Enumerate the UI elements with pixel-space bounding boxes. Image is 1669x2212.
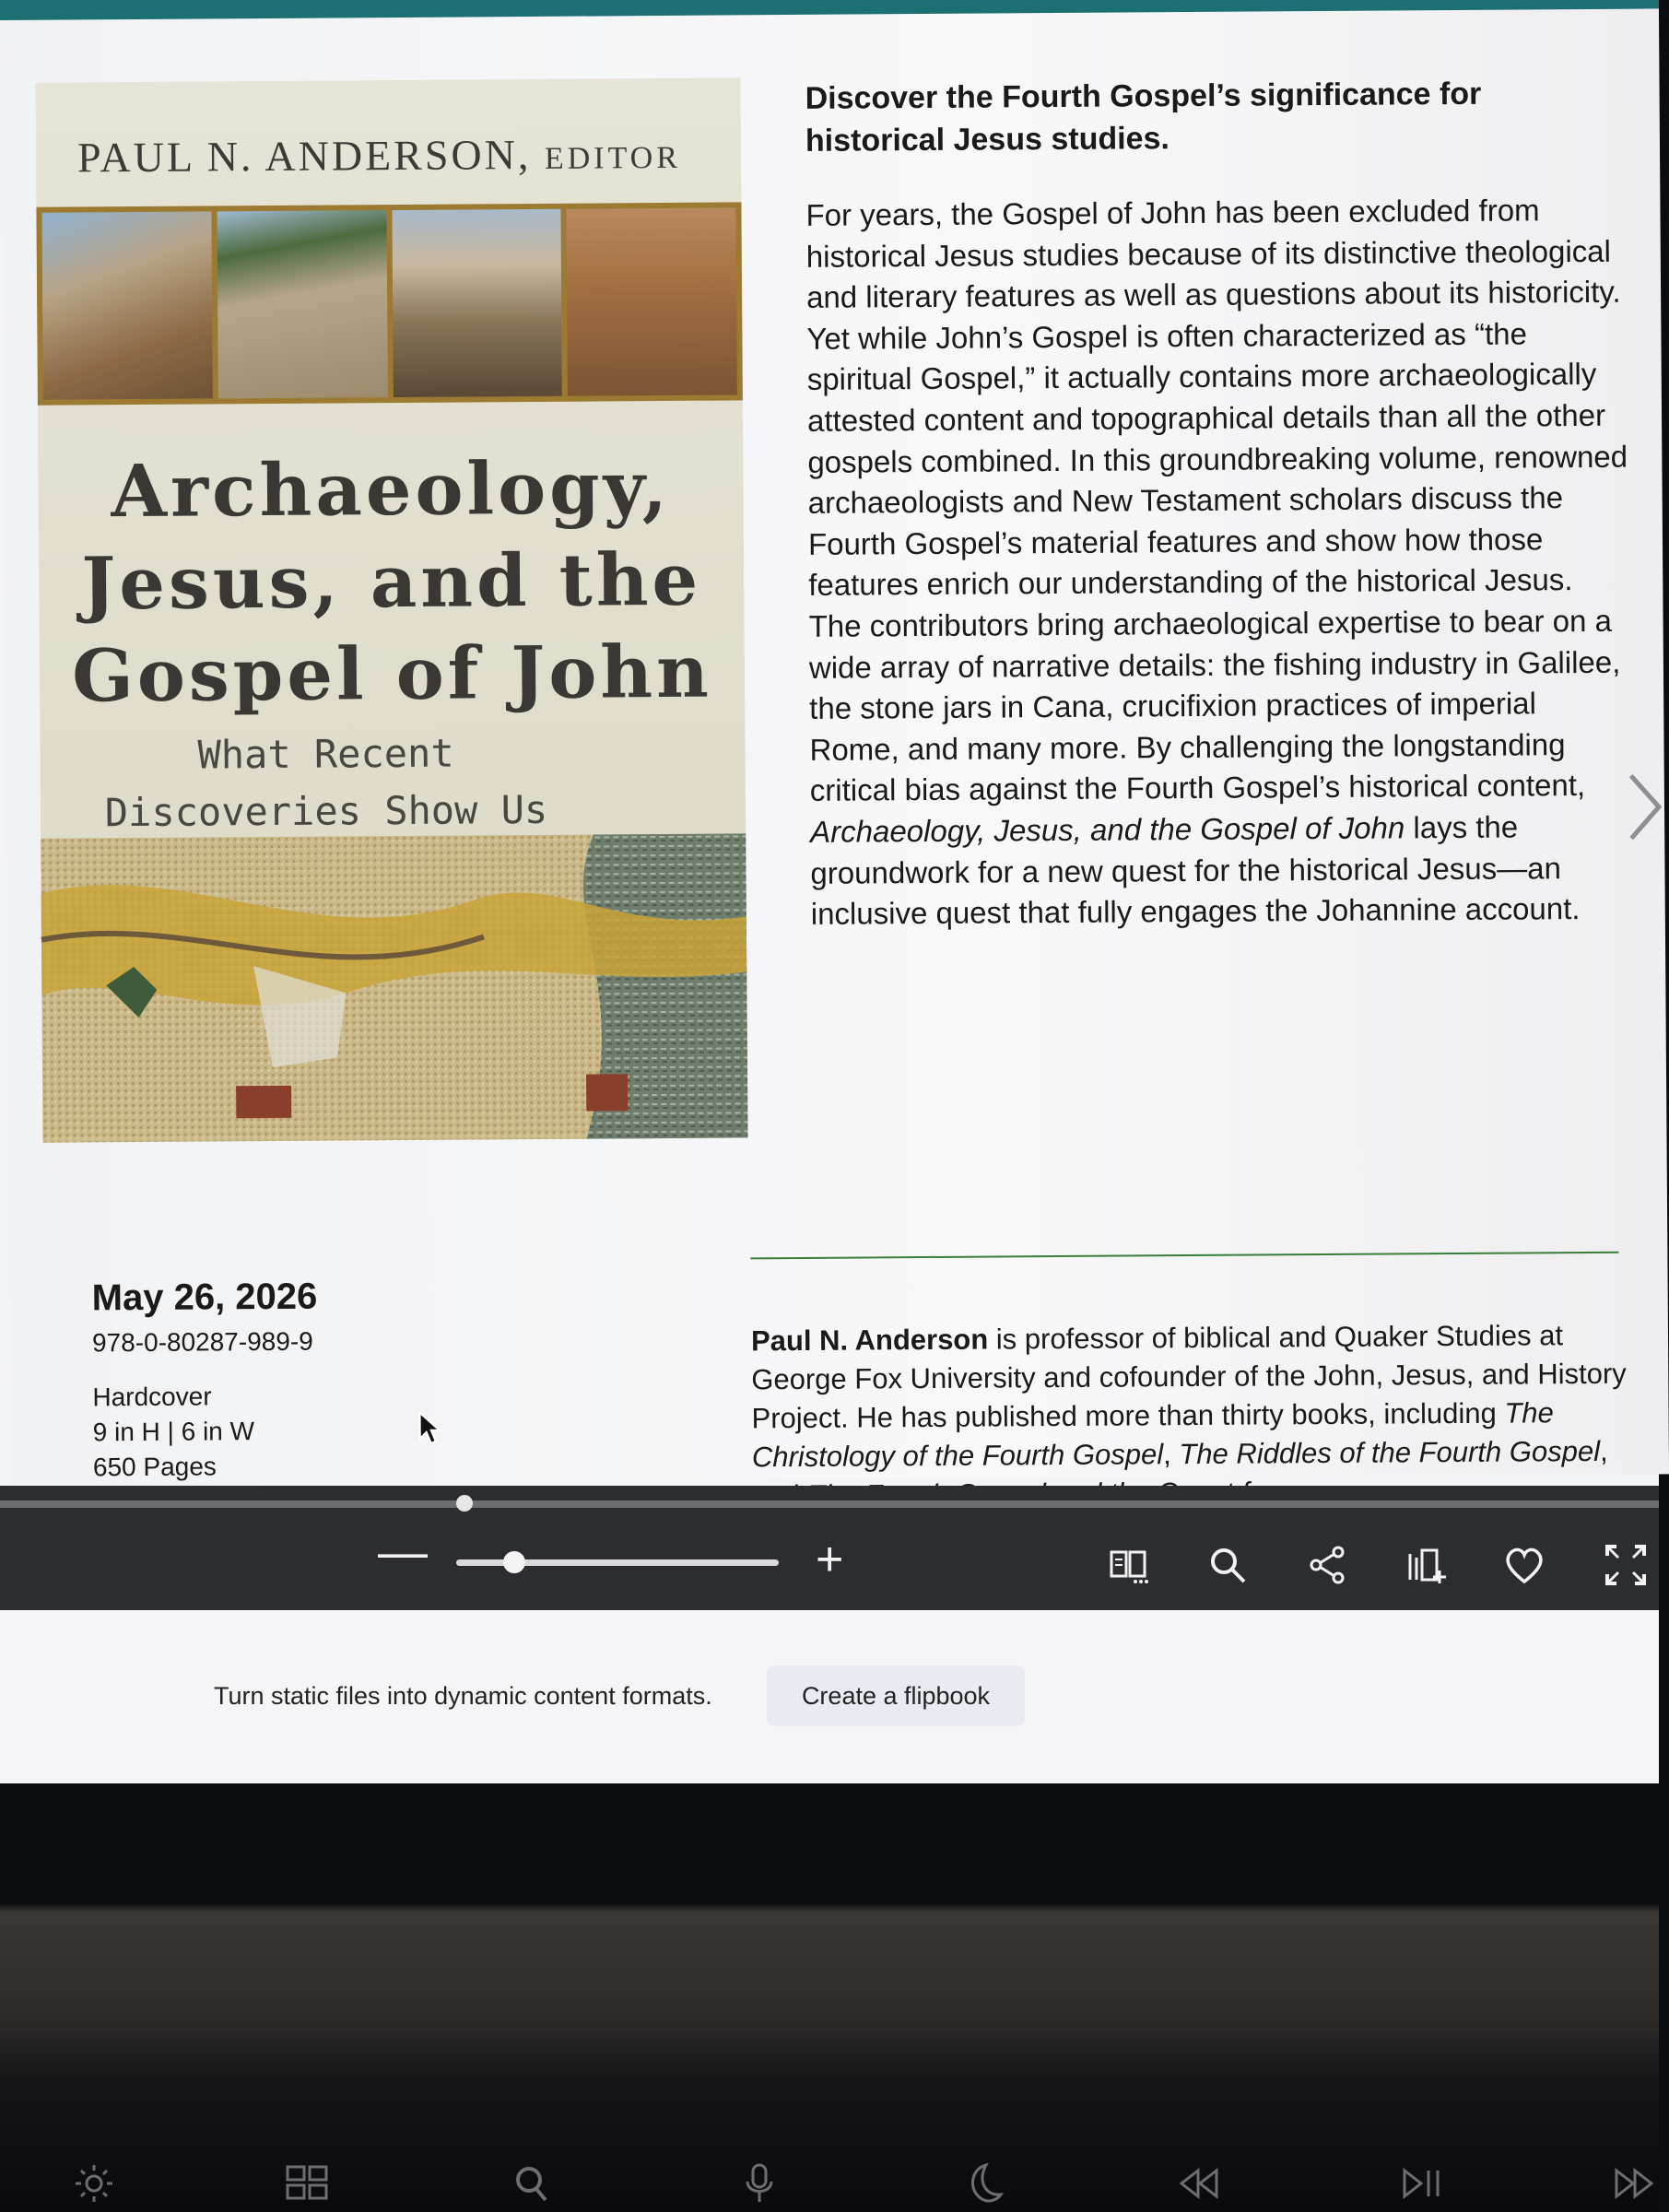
brightness-icon[interactable]	[72, 2161, 116, 2206]
book-metadata	[92, 1277, 319, 1521]
play-pause-icon[interactable]	[1401, 2161, 1445, 2206]
table-of-contents-icon[interactable]	[1108, 1543, 1152, 1587]
author-bio	[751, 1316, 1632, 1487]
app-switcher-icon[interactable]	[286, 2161, 330, 2206]
zoom-slider-handle[interactable]	[503, 1551, 525, 1573]
page-progress-bar[interactable]	[0, 1500, 1659, 1508]
bio-text: ,	[1599, 1434, 1608, 1467]
promo-text: Turn static files into dynamic content formats.	[214, 1682, 712, 1710]
cover-title-line: Gospel of John	[71, 629, 713, 719]
fast-forward-icon[interactable]	[1613, 2161, 1657, 2206]
cover-title-line: Archaeology,	[111, 445, 671, 535]
bio-text: ,	[1163, 1438, 1180, 1471]
cover-title-line: Jesus, and the	[81, 537, 702, 627]
cover-photo-excavation	[217, 210, 387, 398]
cover-subtitle-line: Discoveries Show Us	[104, 786, 548, 836]
search-icon[interactable]	[509, 2161, 553, 2206]
rewind-icon[interactable]	[1176, 2161, 1220, 2206]
microphone-icon[interactable]	[737, 2161, 782, 2206]
search-icon[interactable]	[1205, 1543, 1250, 1587]
device-bezel	[0, 1783, 1659, 2212]
zoom-in-button[interactable]: +	[816, 1533, 844, 1586]
cover-subtitle-line: What Recent	[197, 730, 454, 778]
cover-photo-city	[392, 209, 562, 397]
book-description	[805, 72, 1630, 935]
fullscreen-icon[interactable]	[1604, 1543, 1648, 1587]
add-to-shelf-icon[interactable]	[1405, 1543, 1449, 1587]
cover-editor	[77, 129, 681, 182]
book-cover	[35, 77, 747, 1142]
heart-icon[interactable]	[1502, 1543, 1546, 1587]
zoom-out-button[interactable]: —	[378, 1524, 428, 1580]
page-progress-handle[interactable]	[456, 1495, 473, 1512]
mouse-cursor-icon	[418, 1411, 442, 1446]
cover-photo-strip	[36, 202, 742, 405]
isbn: 978-0-80287-989-9	[91, 1326, 313, 1358]
book-format: Hardcover	[92, 1382, 212, 1412]
share-icon[interactable]	[1305, 1543, 1349, 1587]
description-text: lays the groundwork for a new quest for the historical Jesus—an inclusive quest that fully engages the Johannine account.	[810, 809, 1581, 931]
next-page-arrow-icon[interactable]	[1626, 771, 1665, 841]
cover-mosaic-map	[41, 833, 747, 1142]
cover-photo-ruins	[41, 211, 212, 399]
description-text: For years, the Gospel of John has been excluded from historical Jesus studies because of its distinctive theological and literary features as well as questions about its historicity. Yet while John’s Gospel is often characterized as “the spiritual Gospel,” it actually contains more archaeologically attested content and topographical details than all the other gospels combined. In this groundbreaking volume, renowned archaeologists and New Testament scholars discuss the Fourth Gospel’s material features and show how those features enrich our understanding of the historical Jesus. The contributors bring archaeological expertise to bear on a wide array of narrative details: the fishing industry in Galilee, the stone jars in Cana, crucifixion practices of imperial Rome, and many more. By challenging the longstanding critical bias against the Fourth Gospel’s historical content,	[805, 193, 1628, 808]
bio-book-title: The Christology of the Fourth Gospel	[751, 1396, 1554, 1474]
section-divider	[750, 1252, 1618, 1260]
cover-editor-role: EDITOR	[544, 140, 682, 176]
bio-book-title: The Riddles of the Fourth Gospel	[1179, 1434, 1601, 1471]
description-heading: Discover the Fourth Gospel’s significance for historical Jesus studies.	[805, 76, 1482, 159]
book-dimensions: 9 in H | 6 in W	[92, 1417, 255, 1447]
cover-editor-name: PAUL N. ANDERSON,	[76, 130, 532, 182]
create-flipbook-button[interactable]: Create a flipbook	[767, 1665, 1025, 1726]
description-body	[805, 190, 1631, 935]
author-name: Paul N. Anderson	[750, 1323, 989, 1358]
cover-photo-church	[567, 207, 737, 395]
promo-footer	[0, 1610, 1659, 1783]
moon-icon[interactable]	[958, 2161, 1003, 2206]
cover-subtitle	[95, 724, 557, 841]
page-count: 650 Pages	[92, 1452, 217, 1482]
bio-text: is professor of biblical and Quaker Studies at George Fox University and cofounder of the John, Jesus, and History Project. He has published more than thirty books, including	[751, 1319, 1627, 1435]
cover-title	[38, 441, 745, 723]
flipbook-page	[0, 8, 1669, 1486]
publication-date: May 26, 2026	[91, 1276, 318, 1319]
description-book-title: Archaeology, Jesus, and the Gospel of John	[810, 810, 1405, 849]
